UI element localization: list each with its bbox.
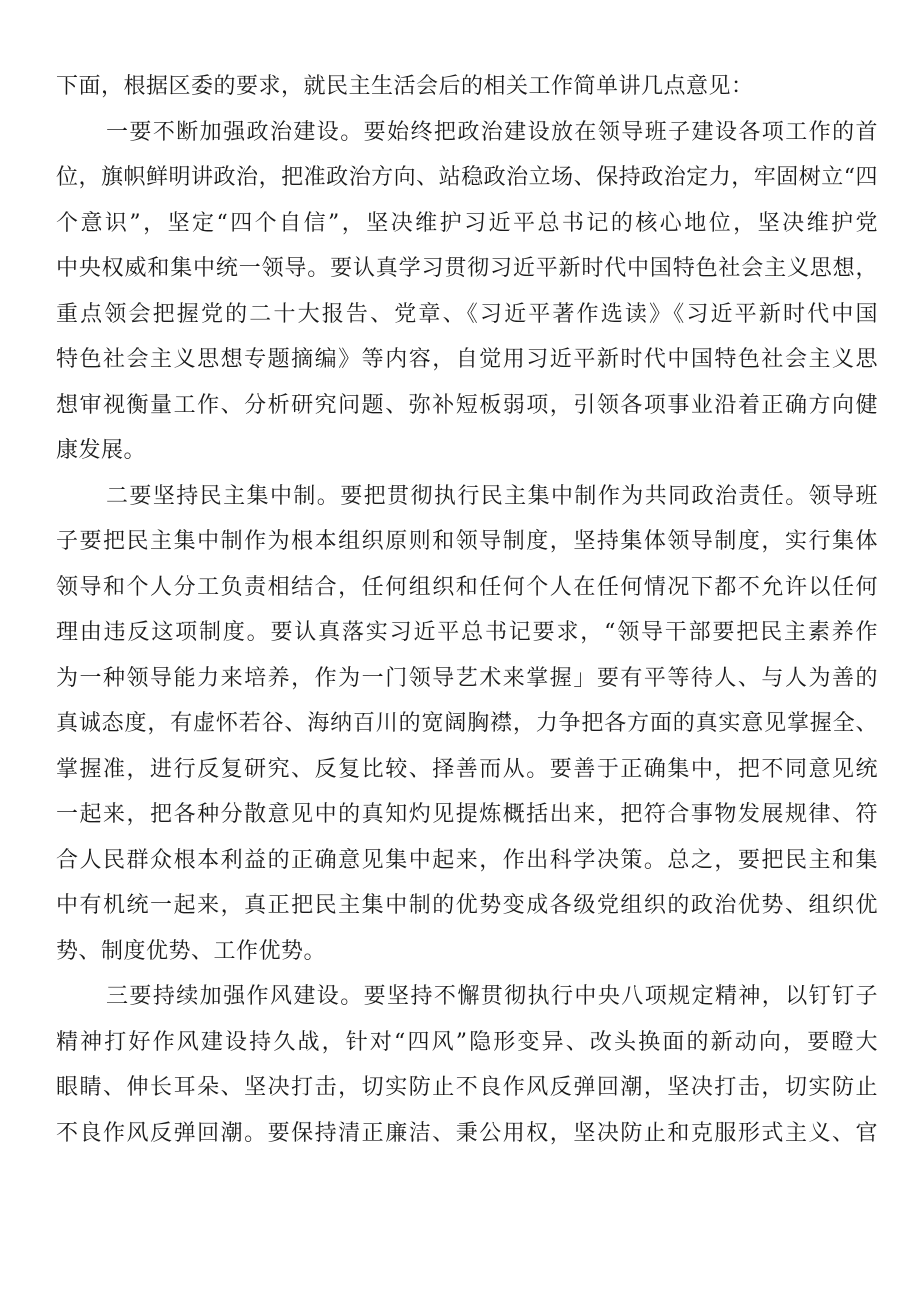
text-line: 位，旗帜鲜明讲政治，把准政治方向、站稳政治立场、保持政治定力，牢固树立“四: [56, 165, 878, 190]
text-line: 精神打好作风建设持久战，针对“四风”隐形变异、改头换面的新动向，要瞪大: [56, 1029, 878, 1055]
document-page: [56, 64, 878, 1156]
paragraph-work-style: [56, 974, 878, 1156]
text-line: 不良作风反弹回潮。要保持清正廉洁、秉公用权，坚决防止和克服形式主义、官: [56, 1120, 878, 1146]
text-line: 领导和个人分工负责相结合，任何组织和任何个人在任何情况下都不允许以任何: [56, 574, 878, 600]
paragraph-democratic-centralism: [56, 474, 878, 975]
text-line: 个意识”，坚定“四个自信”，坚决维护习近平总书记的核心地位，坚决维护党: [56, 210, 878, 236]
text-line: 一要不断加强政治建设。要始终把政治建设放在领导班子建设各项工作的首: [106, 119, 878, 145]
text-line: 下面，根据区委的要求，就民主生活会后的相关工作简单讲几点意见：: [56, 74, 754, 99]
text-line: 真诚态度，有虚怀若谷、海纳百川的宽阔胸襟，力争把各方面的真实意见掌握全、: [56, 711, 878, 736]
text-line: 特色社会主义思想专题摘编》等内容，自觉用习近平新时代中国特色社会主义思: [56, 347, 878, 372]
text-line: 想审视衡量工作、分析研究问题、弥补短板弱项，引领各项事业沿着正确方向健: [56, 392, 878, 418]
text-line: 二要坚持民主集中制。要把贯彻执行民主集中制作为共同政治责任。领导班: [106, 483, 878, 509]
text-line: 势、制度优势、工作优势。: [56, 938, 327, 964]
text-line: 中央权威和集中统一领导。要认真学习贯彻习近平新时代中国特色社会主义思想，: [56, 256, 878, 281]
paragraph-political-building: [56, 110, 878, 474]
text-line: 子要把民主集中制作为根本组织原则和领导制度，坚持集体领导制度，实行集体: [56, 529, 878, 554]
text-line: 为一种领导能力来培养，作为一门领导艺术来掌握」要有平等待人、与人为善的: [56, 665, 878, 691]
intro-paragraph: [56, 64, 878, 110]
text-line: 康发展。: [56, 438, 147, 463]
text-line: 眼睛、伸长耳朵、坚决打击，切实防止不良作风反弹回潮，坚决打击，切实防止: [56, 1075, 878, 1100]
text-line: 一起来，把各种分散意见中的真知灼见提炼概括出来，把符合事物发展规律、符: [56, 802, 878, 827]
text-line: 合人民群众根本利益的正确意见集中起来，作出科学决策。总之，要把民主和集: [56, 847, 878, 873]
text-line: 理由违反这项制度。要认真落实习近平总书记要求，“领导干部要把民主素养作: [56, 620, 878, 645]
text-line: 重点领会把握党的二十大报告、党章、《习近平著作选读》《习近平新时代中国: [56, 301, 878, 327]
text-line: 三要持续加强作风建设。要坚持不懈贯彻执行中央八项规定精神，以钉钉子: [106, 984, 878, 1009]
text-line: 掌握准，进行反复研究、反复比较、择善而从。要善于正确集中，把不同意见统: [56, 756, 878, 782]
text-line: 中有机统一起来，真正把民主集中制的优势变成各级党组织的政治优势、组织优: [56, 893, 878, 918]
